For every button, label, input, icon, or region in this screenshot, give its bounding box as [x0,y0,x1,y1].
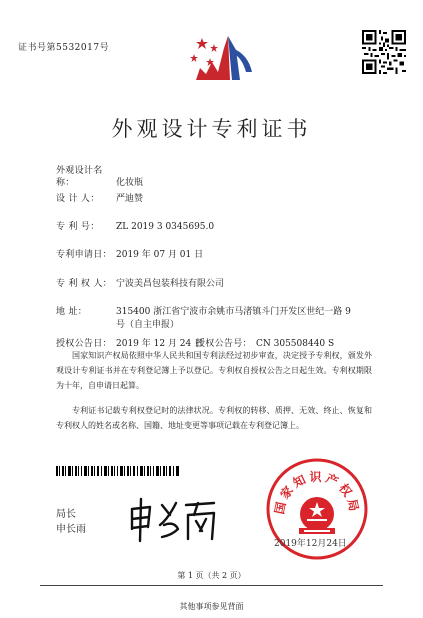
grant-no-value: CN 305508440 S [256,339,335,349]
footer-divider [40,585,383,586]
patentee-label: 专 利 权 人： [56,279,112,289]
designer-row [56,193,143,205]
qr-code [362,30,406,74]
address-value: 315400 浙江省宁波市余姚市马渚镇斗门开发区世纪一路 9 号（自主申报） [116,307,351,330]
patentee-row [56,278,224,290]
design-name-value: 化妆瓶 [116,178,144,188]
certificate-number: 证书号第5532017号 [18,43,110,53]
footer-note: 其他事项参见背面 [179,602,244,611]
svg-text:国家知识产权局: 国家知识产权局 [272,470,362,516]
barcode [56,466,180,476]
designer-label: 设 计 人： [56,194,100,204]
director-signature [126,495,222,545]
legal-paragraph-1: 国家知识产权局依照中华人民共和国专利法经过初步审查，决定授予专利权，颁发外观设计专利证书并在专利登记簿上予以登记。专利权自授权公告之日起生效。专利权期限为十年，自申请日起算。 [56,351,372,390]
filing-date-value: 2019 年 07 月 01 日 [116,250,204,260]
patentee-value: 宁波美昌包装科技有限公司 [116,279,225,289]
address-label: 地 址： [56,307,88,317]
design-name-row [56,165,143,189]
cnipa-emblem-icon [188,28,256,86]
grant-date-value: 2019 年 12 月 24 日 [116,339,204,349]
director-title: 局长 [56,509,76,520]
patent-no-label: 专 利 号： [56,222,100,232]
filing-date-label: 专利申请日： [56,250,112,260]
certificate-title: 外观设计专利证书 [111,117,312,141]
seal-date: 2019年12月24日 [274,539,347,549]
patent-no-row [56,221,214,233]
designer-value: 严迪赞 [116,194,144,204]
page-number: 第 1 页（共 2 页） [177,571,246,580]
patent-no-value: ZL 2019 3 0345695.0 [116,222,215,232]
director-name: 申长雨 [56,524,86,535]
grant-date-label: 授权公告日： [56,339,112,349]
design-name-label: 外观设计名称： [56,166,103,188]
filing-date-row [56,249,203,261]
legal-paragraph-2: 专利证书记载专利权登记时的法律状况。专利权的转移、质押、无效、终止、恢复和专利权人的姓名或名称、国籍、地址变更等事项记载在专利登记簿上。 [56,406,372,430]
address-row [56,306,116,318]
grant-no-label: 授权公告号： [196,339,252,349]
